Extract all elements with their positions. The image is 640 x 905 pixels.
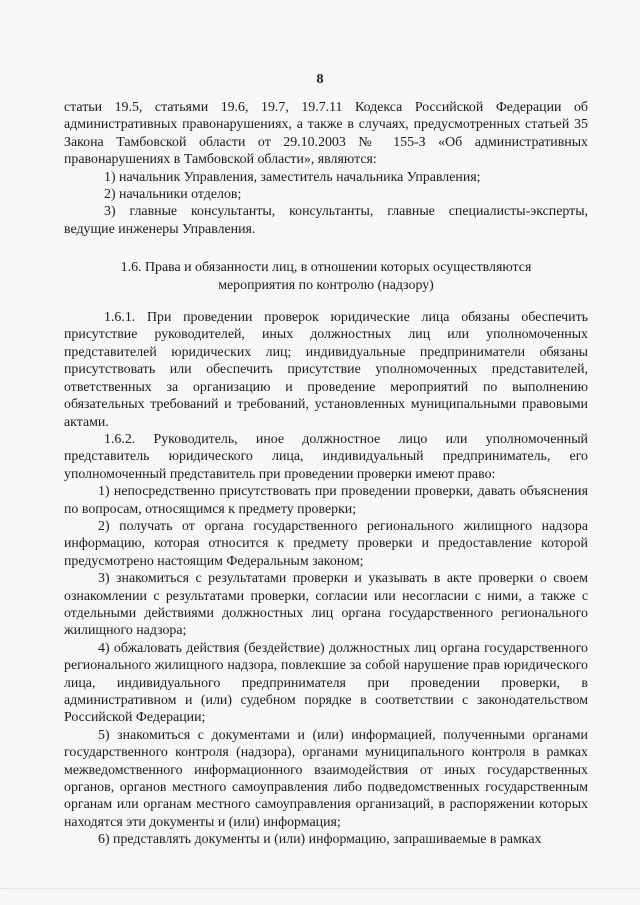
section-heading (64, 259, 588, 294)
list-item-2: 2) начальники отделов; (104, 187, 242, 203)
section-heading-line1: 1.6. Права и обязанности лиц, в отношении которых осуществляются (120, 260, 532, 276)
right-item-2: 2) получать от органа государственного регионального жилищного надзора информацию, которая относится к предмету проверки и предоставление которой предусмотрено настоящим Федеральным законом; (64, 518, 588, 569)
right-item-4: 4) обжаловать действия (бездействие) должностных лиц органа государственного регионального жилищного надзора, повлекшие за собой нарушение прав юридического лица, индивидуального предпринимателя при проведении проверки, в административном и (или) судебном порядке в соответствии с законодательством Российской Федерации; (64, 640, 588, 726)
page-number: 8 (316, 72, 324, 87)
paragraph-1-6-1: 1.6.1. При проведении проверок юридические лица обязаны обеспечить присутствие руководителей, иных должностных лиц или уполномоченных представителей юридических лиц; индивидуальные предприниматели обязаны присутствовать или обеспечить присутствие уполномоченных представителей, ответственных за организацию и проведение мероприятий по выполнению обязательных требований и требований, установленных муниципальными правовыми актами. (64, 310, 588, 430)
intro-paragraph: статьи 19.5, статьями 19.6, 19.7, 19.7.11 Кодекса Российской Федерации об административных правонарушениях, а также в случаях, предусмотренных статьей 35 Закона Тамбовской области от 29.10.2003 № 155-З «Об административных правонарушениях в Тамбовской области», являются: (64, 100, 588, 168)
right-item-3: 3) знакомиться с результатами проверки и указывать в акте проверки о своем ознакомлении с результатами проверки, согласии или несогласии с ними, а также с отдельными действиями должностных лиц органа государственного регионального жилищного надзора; (64, 571, 588, 639)
right-item-6: 6) представлять документы и (или) информацию, запрашиваемые в рамках (98, 832, 542, 848)
section-heading-line2: мероприятия по контролю (надзору) (218, 277, 434, 293)
right-item-1: 1) непосредственно присутствовать при проведении проверки, давать объяснения по вопросам, относящимся к предмету проверки; (64, 484, 588, 517)
scan-edge (0, 888, 640, 901)
document-body (64, 99, 588, 849)
paragraph-1-6-2: 1.6.2. Руководитель, иное должностное лицо или уполномоченный представитель юридического лица, индивидуальный предприниматель, его уполномоченный представитель при проведении проверки имеют право: (64, 431, 588, 482)
list-item-1: 1) начальник Управления, заместитель начальника Управления; (104, 169, 481, 185)
list-item-3: 3) главные консультанты, консультанты, главные специалисты-эксперты, ведущие инженеры Управления. (64, 204, 588, 237)
right-item-5: 5) знакомиться с документами и (или) информацией, полученными органами государственного контроля (надзора), органами муниципального контроля в рамках межведомственного информационного взаимодействия от иных государственных органов, органов местного самоуправления либо подведомственных государственным органам или органам местного самоуправления организаций, в распоряжении которых находятся эти документы и (или) информация; (64, 727, 588, 830)
